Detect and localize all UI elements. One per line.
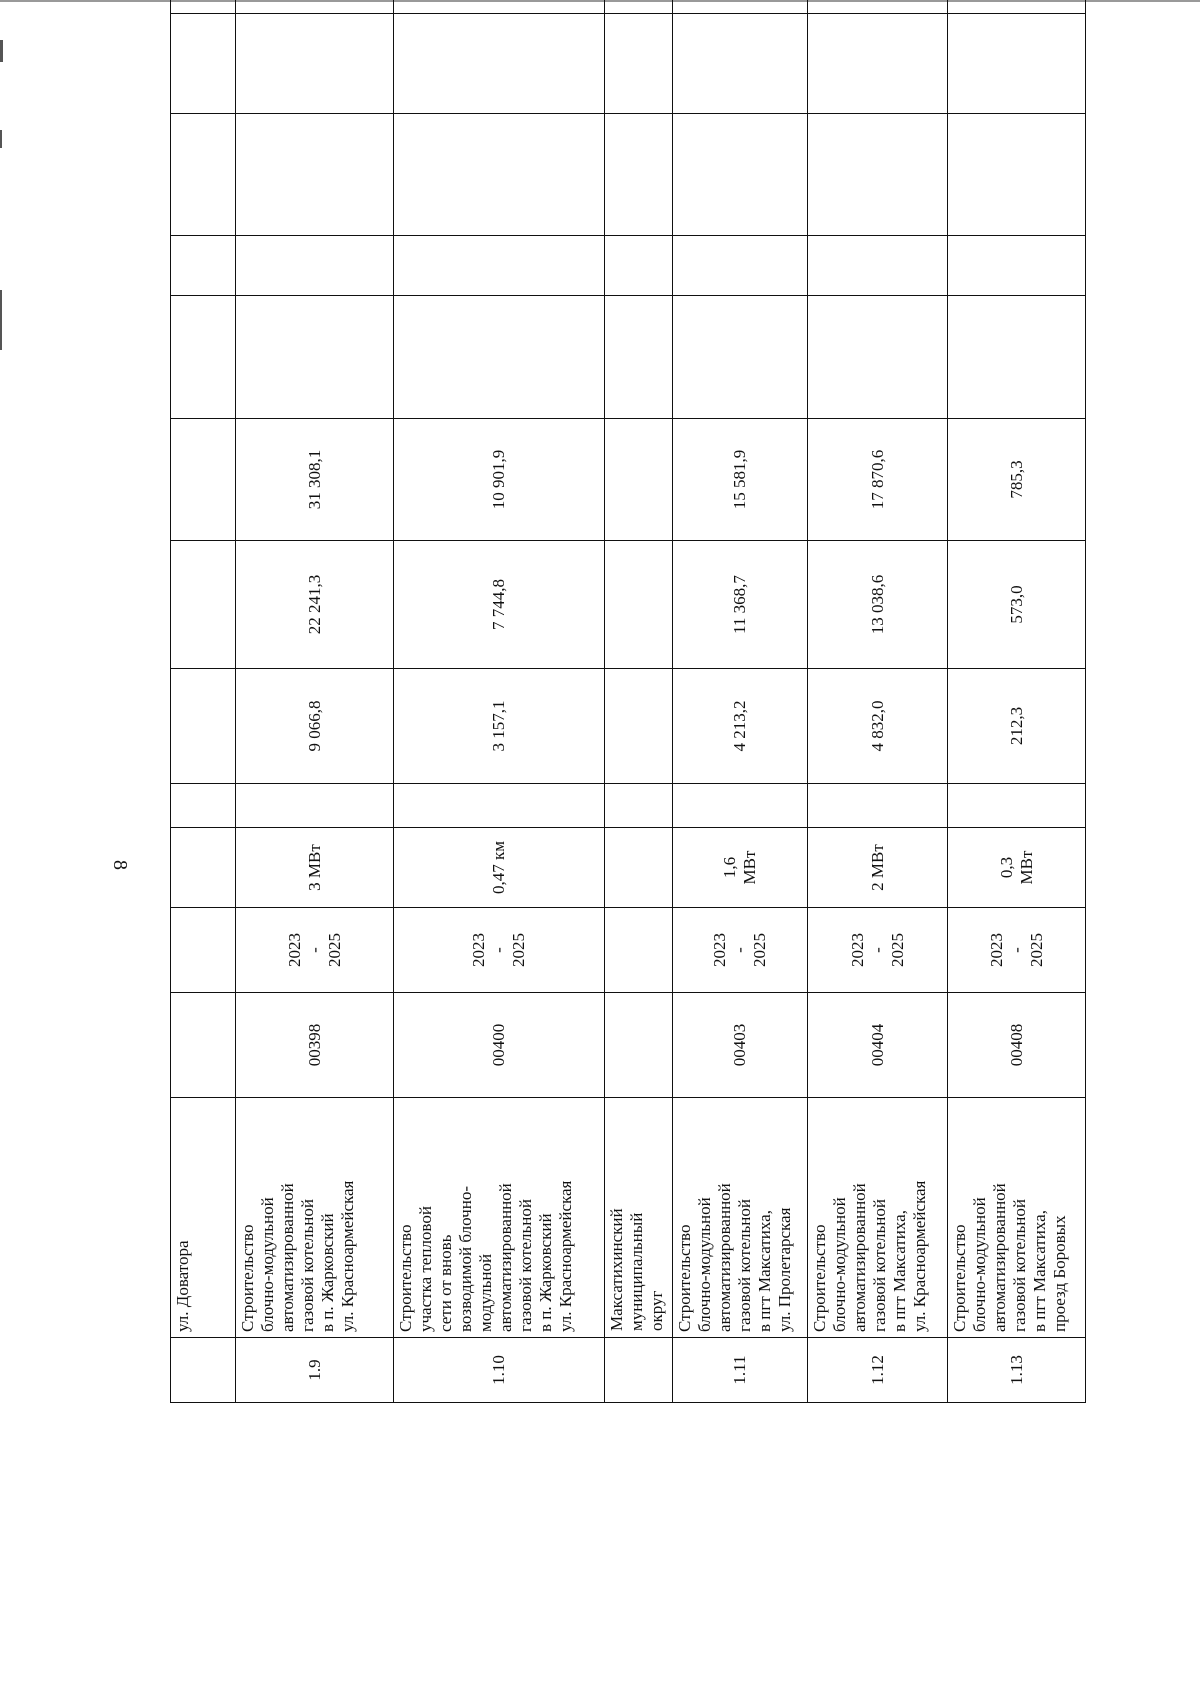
num-cell xyxy=(604,1338,672,1403)
name-cell xyxy=(171,1098,236,1338)
name-cell xyxy=(673,1098,808,1338)
num-cell xyxy=(394,1338,605,1403)
name-text: ул. Доватора xyxy=(173,1240,192,1332)
empty-cell xyxy=(604,541,672,669)
capacity-cell xyxy=(236,828,394,908)
period-line: - xyxy=(867,947,887,953)
table-row xyxy=(394,0,605,1403)
investment-program-table xyxy=(170,0,1086,1403)
empty-cell xyxy=(604,908,672,993)
empty-cell xyxy=(171,993,236,1098)
empty-cell xyxy=(394,296,605,419)
num-cell xyxy=(808,1338,948,1403)
value-3: 785,3 xyxy=(1006,460,1026,499)
section-row xyxy=(604,0,672,1403)
empty-cell xyxy=(604,114,672,236)
empty-cell xyxy=(236,14,394,114)
value-2: 573,0 xyxy=(1006,585,1026,624)
empty-cell xyxy=(394,114,605,236)
empty-cell xyxy=(171,541,236,669)
empty-cell xyxy=(394,236,605,296)
name-line: автоматизированной xyxy=(715,1183,735,1332)
empty-cell xyxy=(604,828,672,908)
period-cell xyxy=(673,908,808,993)
value-3: 10 901,9 xyxy=(489,449,508,510)
name-line: автоматизированной xyxy=(850,1183,869,1332)
period-cell xyxy=(948,908,1086,993)
period-cell xyxy=(236,908,394,993)
object-code: 00398 xyxy=(304,1023,324,1067)
value-2: 11 368,7 xyxy=(730,575,750,634)
period-line: 2023 xyxy=(284,933,304,967)
table-row xyxy=(236,0,394,1403)
period-cell xyxy=(808,908,948,993)
period-line: 2023 xyxy=(986,933,1006,967)
row-number: 1.12 xyxy=(867,1355,887,1385)
name-line: газовой котельной xyxy=(735,1199,755,1332)
empty-cell xyxy=(394,14,605,114)
empty-cell xyxy=(171,908,236,993)
name-line: Строительство xyxy=(675,1224,695,1332)
empty-cell xyxy=(673,14,808,114)
capacity-line: 1,6 xyxy=(720,856,740,879)
name-line: Строительство xyxy=(238,1224,258,1332)
period-line: 2023 xyxy=(469,933,488,967)
period-cell xyxy=(394,908,605,993)
table-row xyxy=(673,0,808,1403)
value-cell xyxy=(394,541,605,669)
table-row xyxy=(171,0,236,1403)
num-cell xyxy=(171,1338,236,1403)
value-1: 212,3 xyxy=(1006,706,1026,746)
period-line: 2025 xyxy=(887,933,907,967)
name-cell xyxy=(948,1098,1086,1338)
empty-cell xyxy=(808,236,948,296)
section-name-cell xyxy=(604,1098,672,1338)
empty-cell xyxy=(948,296,1086,419)
empty-cell xyxy=(808,114,948,236)
name-cell xyxy=(394,1098,605,1338)
page-number: 8 xyxy=(109,860,131,870)
section-line: Максатихинский xyxy=(606,1208,626,1331)
row-number: 1.9 xyxy=(304,1359,324,1381)
empty-cell xyxy=(948,114,1086,236)
period-line: 2023 xyxy=(710,933,730,967)
code-cell xyxy=(948,993,1086,1098)
name-line: ул. Красноармейская xyxy=(910,1180,929,1332)
empty-cell xyxy=(394,0,605,14)
value-cell xyxy=(808,669,948,784)
empty-cell xyxy=(236,114,394,236)
empty-cell xyxy=(673,0,808,14)
code-cell xyxy=(673,993,808,1098)
value-cell xyxy=(394,419,605,541)
name-line: блочно-модульной xyxy=(695,1197,715,1332)
empty-cell xyxy=(604,784,672,828)
value-cell xyxy=(948,419,1086,541)
value-1: 4 213,2 xyxy=(730,700,750,752)
name-line: блочно-модульной xyxy=(258,1197,278,1332)
empty-cell xyxy=(236,0,394,14)
value-1: 3 157,1 xyxy=(489,700,508,752)
empty-cell xyxy=(604,14,672,114)
empty-cell xyxy=(171,419,236,541)
code-cell xyxy=(808,993,948,1098)
row-number: 1.11 xyxy=(730,1355,750,1385)
empty-cell xyxy=(948,784,1086,828)
empty-cell xyxy=(673,784,808,828)
name-line: в п. Жарковский xyxy=(536,1213,556,1332)
name-line: автоматизированной xyxy=(990,1183,1010,1332)
value-cell xyxy=(808,419,948,541)
row-number: 1.10 xyxy=(489,1355,508,1385)
empty-cell xyxy=(604,993,672,1098)
name-line: проезд Боровых xyxy=(1050,1215,1070,1332)
empty-cell xyxy=(673,296,808,419)
empty-cell xyxy=(171,828,236,908)
name-line: в пгт Максатиха, xyxy=(1030,1210,1050,1332)
object-code: 00404 xyxy=(867,1023,887,1067)
name-line: ул. Пролетарская xyxy=(775,1207,795,1332)
period-line: - xyxy=(1006,947,1026,953)
name-line: автоматизированной xyxy=(496,1183,516,1332)
value-3: 31 308,1 xyxy=(304,449,324,510)
capacity-line: МВт xyxy=(1016,850,1036,885)
empty-cell xyxy=(236,236,394,296)
name-line: газовой котельной xyxy=(870,1199,889,1332)
value-3: 15 581,9 xyxy=(730,449,750,510)
capacity-cell xyxy=(808,828,948,908)
name-line: Строительство xyxy=(950,1224,970,1332)
object-code: 00400 xyxy=(489,1023,508,1067)
value-1: 4 832,0 xyxy=(867,700,887,752)
value-cell xyxy=(673,669,808,784)
num-cell xyxy=(673,1338,808,1403)
capacity-cell xyxy=(948,828,1086,908)
num-cell xyxy=(948,1338,1086,1403)
period-line: - xyxy=(489,947,508,953)
name-cell xyxy=(236,1098,394,1338)
empty-cell xyxy=(948,14,1086,114)
empty-cell xyxy=(236,784,394,828)
value-2: 22 241,3 xyxy=(304,574,324,635)
capacity-cell xyxy=(394,828,605,908)
scan-mark xyxy=(0,130,2,148)
section-line: округ xyxy=(646,1290,666,1331)
empty-cell xyxy=(171,784,236,828)
row-number: 1.13 xyxy=(1006,1355,1026,1385)
name-line: ул. Красноармейская xyxy=(556,1180,576,1332)
value-3: 17 870,6 xyxy=(867,449,887,510)
value-cell xyxy=(948,541,1086,669)
name-line: в п. Жарковский xyxy=(318,1213,338,1332)
value-cell xyxy=(673,541,808,669)
empty-cell xyxy=(948,236,1086,296)
name-line: ул. Красноармейская xyxy=(338,1180,358,1332)
empty-cell xyxy=(808,296,948,419)
empty-cell xyxy=(673,114,808,236)
period-line: 2023 xyxy=(847,933,867,967)
name-line: в пгт Максатиха, xyxy=(890,1210,909,1332)
empty-cell xyxy=(236,296,394,419)
name-line: блочно-модульной xyxy=(970,1197,990,1332)
empty-cell xyxy=(171,14,236,114)
name-line: автоматизированной xyxy=(278,1183,298,1332)
period-line: 2025 xyxy=(1026,933,1046,967)
name-line: сети от вновь xyxy=(436,1234,456,1332)
name-cell xyxy=(808,1098,948,1338)
empty-cell xyxy=(604,296,672,419)
capacity-line: 2 МВт xyxy=(867,844,887,891)
capacity-cell xyxy=(673,828,808,908)
empty-cell xyxy=(604,0,672,14)
period-line: - xyxy=(304,947,324,953)
code-cell xyxy=(394,993,605,1098)
section-line: муниципальный xyxy=(626,1212,646,1331)
empty-cell xyxy=(808,14,948,114)
empty-cell xyxy=(604,236,672,296)
name-line: Строительство xyxy=(810,1224,829,1332)
name-line: участка тепловой xyxy=(416,1206,436,1332)
value-cell xyxy=(394,669,605,784)
value-cell xyxy=(236,669,394,784)
name-line: модульной xyxy=(476,1253,496,1332)
empty-cell xyxy=(808,784,948,828)
empty-cell xyxy=(171,114,236,236)
empty-cell xyxy=(808,0,948,14)
name-line: возводимой блочно- xyxy=(456,1186,476,1332)
table-row xyxy=(948,0,1086,1403)
name-line: Строительство xyxy=(396,1224,416,1332)
capacity-line: 0,3 xyxy=(996,856,1016,879)
capacity-line: МВт xyxy=(740,850,760,885)
empty-cell xyxy=(604,669,672,784)
period-line: 2025 xyxy=(509,933,528,967)
scan-mark xyxy=(0,40,3,62)
num-cell xyxy=(236,1338,394,1403)
code-cell xyxy=(236,993,394,1098)
value-2: 13 038,6 xyxy=(867,574,887,635)
period-line: 2025 xyxy=(750,933,770,967)
name-line: газовой котельной xyxy=(298,1199,318,1332)
name-line: в пгт Максатиха, xyxy=(755,1210,775,1332)
empty-cell xyxy=(394,784,605,828)
name-line: газовой котельной xyxy=(516,1199,536,1332)
capacity-line: 3 МВт xyxy=(304,844,324,891)
object-code: 00403 xyxy=(730,1023,750,1067)
value-cell xyxy=(236,541,394,669)
scan-mark xyxy=(0,290,2,350)
name-line: газовой котельной xyxy=(1010,1199,1030,1332)
period-line: - xyxy=(730,947,750,953)
empty-cell xyxy=(171,236,236,296)
empty-cell xyxy=(948,0,1086,14)
capacity-line: 0,47 км xyxy=(489,840,508,895)
value-2: 7 744,8 xyxy=(489,579,508,630)
empty-cell xyxy=(673,236,808,296)
value-cell xyxy=(808,541,948,669)
table-row xyxy=(808,0,948,1403)
value-cell xyxy=(948,669,1086,784)
empty-cell xyxy=(604,419,672,541)
value-1: 9 066,8 xyxy=(304,700,324,752)
period-line: 2025 xyxy=(324,933,344,967)
empty-cell xyxy=(171,0,236,14)
name-line: блочно-модульной xyxy=(830,1197,849,1332)
empty-cell xyxy=(171,296,236,419)
value-cell xyxy=(236,419,394,541)
empty-cell xyxy=(171,669,236,784)
document-table-rotated xyxy=(170,93,1086,1403)
value-cell xyxy=(673,419,808,541)
object-code: 00408 xyxy=(1006,1023,1026,1067)
